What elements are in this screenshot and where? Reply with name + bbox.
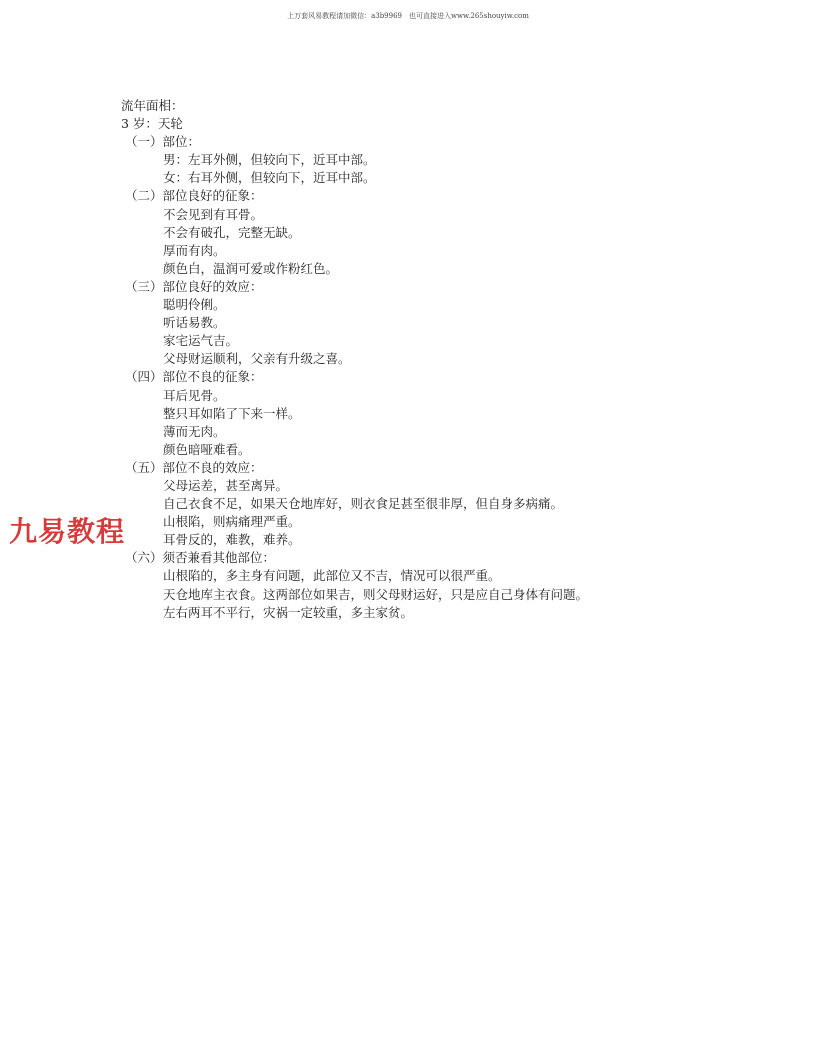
section-heading: （五）部位不良的效应： (125, 459, 263, 475)
section-item: 耳骨反的，难教，难养。 (163, 532, 301, 548)
section-item: 不会见到有耳骨。 (163, 206, 264, 222)
section-item: 左右两耳不平行，灾祸一定较重，多主家贫。 (163, 604, 414, 620)
section-item: 自己衣食不足，如果天仓地库好，则衣食足甚至很非厚，但自身多病痛。 (163, 496, 564, 512)
section-6 (121, 549, 761, 621)
section-1 (121, 133, 761, 187)
section-2 (121, 187, 761, 277)
section-item: 父母财运顺利，父亲有升级之喜。 (163, 351, 351, 367)
section-item: 颜色白，温润可爱或作粉红色。 (163, 260, 339, 276)
section-item: 颜色暗哑难看。 (163, 441, 251, 457)
section-heading: （一）部位： (125, 134, 201, 150)
section-item: 山根陷，则病痛理严重。 (163, 514, 301, 530)
section-item: 不会有破孔，完整无缺。 (163, 224, 301, 240)
section-heading: （四）部位不良的征象： (125, 369, 263, 385)
section-5 (121, 459, 761, 549)
section-item: 父母运差，甚至离异。 (163, 477, 289, 493)
section-4 (121, 368, 761, 458)
section-item: 听话易教。 (163, 315, 226, 331)
section-item: 家宅运气吉。 (163, 333, 239, 349)
watermark-logo: 九易教程 (9, 515, 126, 548)
section-item: 男：左耳外侧，但较向下，近耳中部。 (163, 152, 376, 168)
section-item: 薄而无肉。 (163, 423, 226, 439)
section-heading: （二）部位良好的征象： (125, 188, 263, 204)
page-header-note: 上万套风易教程请加微信：a3b9969 也可直接进入www.265shouyiw.com (287, 12, 529, 20)
section-item: 女：右耳外侧，但较向下，近耳中部。 (163, 170, 376, 186)
section-item: 天仓地库主衣食。这两部位如果吉，则父母财运好，只是应自己身体有问题。 (163, 586, 589, 602)
section-item: 整只耳如陷了下来一样。 (163, 405, 301, 421)
section-3 (121, 278, 761, 368)
section-item: 耳后见骨。 (163, 387, 226, 403)
section-item: 厚而有肉。 (163, 242, 226, 258)
section-item: 山根陷的，多主身有问题，此部位又不吉，情况可以很严重。 (163, 568, 501, 584)
section-heading: （六）须否兼看其他部位： (125, 550, 276, 566)
document-subtitle: 3 岁：天轮 (121, 116, 183, 132)
section-item: 聪明伶俐。 (163, 297, 226, 313)
document-title: 流年面相： (121, 98, 184, 113)
section-heading: （三）部位良好的效应： (125, 278, 263, 294)
document-body (121, 97, 761, 622)
